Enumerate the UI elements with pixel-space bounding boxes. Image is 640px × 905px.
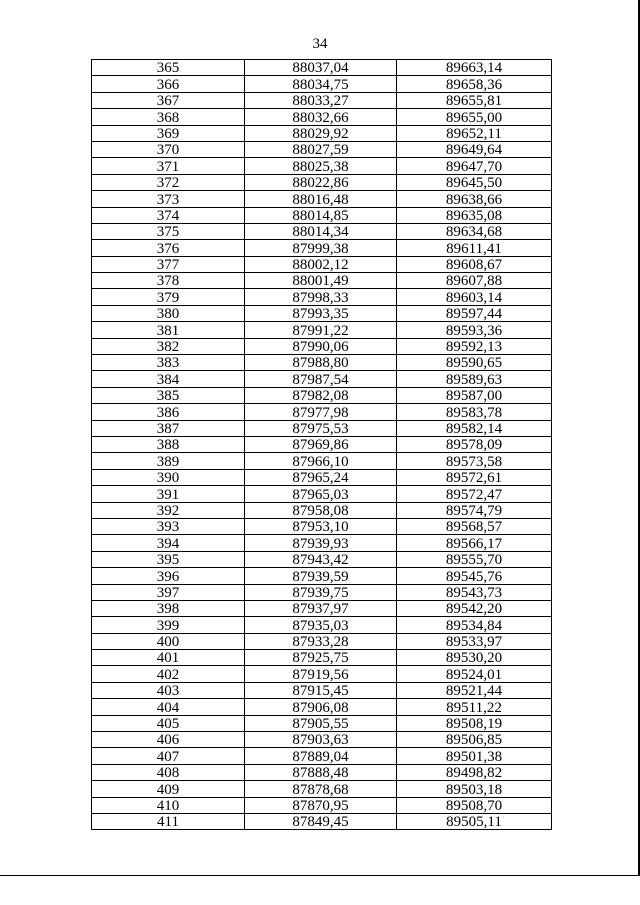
y-coordinate-cell: 89611,41 xyxy=(397,240,552,256)
point-number-cell: 375 xyxy=(92,223,245,239)
table-row xyxy=(92,600,552,616)
y-coordinate-cell: 89572,61 xyxy=(397,469,552,485)
table-row xyxy=(92,453,552,469)
x-coordinate-cell: 88022,86 xyxy=(245,174,397,190)
point-number-cell: 380 xyxy=(92,305,245,321)
point-number-cell: 381 xyxy=(92,322,245,338)
point-number-cell: 385 xyxy=(92,387,245,403)
y-coordinate-cell: 89592,13 xyxy=(397,338,552,354)
point-number-cell: 407 xyxy=(92,748,245,764)
y-coordinate-cell: 89534,84 xyxy=(397,617,552,633)
point-number-cell: 408 xyxy=(92,764,245,780)
table-row xyxy=(92,371,552,387)
y-coordinate-cell: 89503,18 xyxy=(397,781,552,797)
point-number-cell: 398 xyxy=(92,600,245,616)
point-number-cell: 372 xyxy=(92,174,245,190)
table-row xyxy=(92,568,552,584)
y-coordinate-cell: 89649,64 xyxy=(397,141,552,157)
x-coordinate-cell: 87939,75 xyxy=(245,584,397,600)
point-number-cell: 389 xyxy=(92,453,245,469)
table-row xyxy=(92,748,552,764)
point-number-cell: 399 xyxy=(92,617,245,633)
x-coordinate-cell: 87977,98 xyxy=(245,404,397,420)
point-number-cell: 365 xyxy=(92,60,245,76)
point-number-cell: 400 xyxy=(92,633,245,649)
table-row xyxy=(92,256,552,272)
x-coordinate-cell: 87966,10 xyxy=(245,453,397,469)
table-row xyxy=(92,158,552,174)
y-coordinate-cell: 89607,88 xyxy=(397,273,552,289)
table-row xyxy=(92,617,552,633)
point-number-cell: 373 xyxy=(92,191,245,207)
x-coordinate-cell: 87905,55 xyxy=(245,715,397,731)
x-coordinate-cell: 87975,53 xyxy=(245,420,397,436)
point-number-cell: 366 xyxy=(92,76,245,92)
y-coordinate-cell: 89608,67 xyxy=(397,256,552,272)
y-coordinate-cell: 89501,38 xyxy=(397,748,552,764)
y-coordinate-cell: 89655,81 xyxy=(397,92,552,108)
point-number-cell: 405 xyxy=(92,715,245,731)
x-coordinate-cell: 87953,10 xyxy=(245,518,397,534)
table-row xyxy=(92,109,552,125)
point-number-cell: 370 xyxy=(92,141,245,157)
point-number-cell: 410 xyxy=(92,797,245,813)
y-coordinate-cell: 89574,79 xyxy=(397,502,552,518)
y-coordinate-cell: 89511,22 xyxy=(397,699,552,715)
point-number-cell: 403 xyxy=(92,682,245,698)
table-row xyxy=(92,633,552,649)
point-number-cell: 369 xyxy=(92,125,245,141)
y-coordinate-cell: 89645,50 xyxy=(397,174,552,190)
x-coordinate-cell: 87969,86 xyxy=(245,436,397,452)
table-row xyxy=(92,715,552,731)
x-coordinate-cell: 88016,48 xyxy=(245,191,397,207)
x-coordinate-cell: 88032,66 xyxy=(245,109,397,125)
y-coordinate-cell: 89634,68 xyxy=(397,223,552,239)
table-row xyxy=(92,174,552,190)
point-number-cell: 395 xyxy=(92,551,245,567)
x-coordinate-cell: 88027,59 xyxy=(245,141,397,157)
y-coordinate-cell: 89533,97 xyxy=(397,633,552,649)
point-number-cell: 392 xyxy=(92,502,245,518)
y-coordinate-cell: 89506,85 xyxy=(397,732,552,748)
point-number-cell: 391 xyxy=(92,486,245,502)
y-coordinate-cell: 89578,09 xyxy=(397,436,552,452)
x-coordinate-cell: 87958,08 xyxy=(245,502,397,518)
table-row xyxy=(92,322,552,338)
table-row xyxy=(92,650,552,666)
table-row xyxy=(92,682,552,698)
table-row xyxy=(92,240,552,256)
y-coordinate-cell: 89542,20 xyxy=(397,600,552,616)
table-row xyxy=(92,797,552,813)
table-row xyxy=(92,436,552,452)
table-row xyxy=(92,338,552,354)
point-number-cell: 378 xyxy=(92,273,245,289)
point-number-cell: 402 xyxy=(92,666,245,682)
point-number-cell: 368 xyxy=(92,109,245,125)
table-row xyxy=(92,486,552,502)
table-row xyxy=(92,535,552,551)
point-number-cell: 401 xyxy=(92,650,245,666)
x-coordinate-cell: 87906,08 xyxy=(245,699,397,715)
table-row xyxy=(92,813,552,829)
x-coordinate-cell: 87965,03 xyxy=(245,486,397,502)
point-number-cell: 393 xyxy=(92,518,245,534)
y-coordinate-cell: 89530,20 xyxy=(397,650,552,666)
y-coordinate-cell: 89521,44 xyxy=(397,682,552,698)
x-coordinate-cell: 87939,59 xyxy=(245,568,397,584)
x-coordinate-cell: 87937,97 xyxy=(245,600,397,616)
point-number-cell: 390 xyxy=(92,469,245,485)
y-coordinate-cell: 89635,08 xyxy=(397,207,552,223)
x-coordinate-cell: 88029,92 xyxy=(245,125,397,141)
table-row xyxy=(92,223,552,239)
point-number-cell: 388 xyxy=(92,436,245,452)
x-coordinate-cell: 87878,68 xyxy=(245,781,397,797)
x-coordinate-cell: 87990,06 xyxy=(245,338,397,354)
point-number-cell: 377 xyxy=(92,256,245,272)
y-coordinate-cell: 89658,36 xyxy=(397,76,552,92)
table-row xyxy=(92,76,552,92)
point-number-cell: 374 xyxy=(92,207,245,223)
y-coordinate-cell: 89543,73 xyxy=(397,584,552,600)
table-row xyxy=(92,60,552,76)
point-number-cell: 394 xyxy=(92,535,245,551)
point-number-cell: 383 xyxy=(92,355,245,371)
x-coordinate-cell: 87998,33 xyxy=(245,289,397,305)
table-row xyxy=(92,141,552,157)
x-coordinate-cell: 88033,27 xyxy=(245,92,397,108)
table-row xyxy=(92,191,552,207)
point-number-cell: 406 xyxy=(92,732,245,748)
x-coordinate-cell: 87915,45 xyxy=(245,682,397,698)
x-coordinate-cell: 87870,95 xyxy=(245,797,397,813)
y-coordinate-cell: 89582,14 xyxy=(397,420,552,436)
point-number-cell: 396 xyxy=(92,568,245,584)
y-coordinate-cell: 89568,57 xyxy=(397,518,552,534)
x-coordinate-cell: 88014,85 xyxy=(245,207,397,223)
x-coordinate-cell: 87982,08 xyxy=(245,387,397,403)
table-row xyxy=(92,764,552,780)
y-coordinate-cell: 89508,19 xyxy=(397,715,552,731)
table-row xyxy=(92,699,552,715)
y-coordinate-cell: 89545,76 xyxy=(397,568,552,584)
y-coordinate-cell: 89652,11 xyxy=(397,125,552,141)
y-coordinate-cell: 89555,70 xyxy=(397,551,552,567)
x-coordinate-cell: 88037,04 xyxy=(245,60,397,76)
point-number-cell: 384 xyxy=(92,371,245,387)
point-number-cell: 409 xyxy=(92,781,245,797)
y-coordinate-cell: 89573,58 xyxy=(397,453,552,469)
y-coordinate-cell: 89655,00 xyxy=(397,109,552,125)
table-row xyxy=(92,273,552,289)
table-row xyxy=(92,518,552,534)
page-number: 34 xyxy=(312,36,328,52)
x-coordinate-cell: 88025,38 xyxy=(245,158,397,174)
point-number-cell: 367 xyxy=(92,92,245,108)
table-row xyxy=(92,92,552,108)
y-coordinate-cell: 89505,11 xyxy=(397,813,552,829)
y-coordinate-cell: 89647,70 xyxy=(397,158,552,174)
x-coordinate-cell: 87965,24 xyxy=(245,469,397,485)
point-number-cell: 404 xyxy=(92,699,245,715)
x-coordinate-cell: 87999,38 xyxy=(245,240,397,256)
y-coordinate-cell: 89498,82 xyxy=(397,764,552,780)
x-coordinate-cell: 88014,34 xyxy=(245,223,397,239)
x-coordinate-cell: 87903,63 xyxy=(245,732,397,748)
point-number-cell: 411 xyxy=(92,813,245,829)
table-row xyxy=(92,289,552,305)
point-number-cell: 397 xyxy=(92,584,245,600)
x-coordinate-cell: 87987,54 xyxy=(245,371,397,387)
y-coordinate-cell: 89593,36 xyxy=(397,322,552,338)
x-coordinate-cell: 87889,04 xyxy=(245,748,397,764)
table-row xyxy=(92,469,552,485)
table-row xyxy=(92,502,552,518)
x-coordinate-cell: 87939,93 xyxy=(245,535,397,551)
point-number-cell: 376 xyxy=(92,240,245,256)
table-row xyxy=(92,420,552,436)
table-row xyxy=(92,781,552,797)
y-coordinate-cell: 89587,00 xyxy=(397,387,552,403)
point-number-cell: 371 xyxy=(92,158,245,174)
point-number-cell: 386 xyxy=(92,404,245,420)
coordinates-table-body xyxy=(92,60,552,830)
x-coordinate-cell: 87943,42 xyxy=(245,551,397,567)
table-row xyxy=(92,584,552,600)
table-row xyxy=(92,387,552,403)
x-coordinate-cell: 87988,80 xyxy=(245,355,397,371)
x-coordinate-cell: 88002,12 xyxy=(245,256,397,272)
x-coordinate-cell: 87888,48 xyxy=(245,764,397,780)
x-coordinate-cell: 87993,35 xyxy=(245,305,397,321)
x-coordinate-cell: 87849,45 xyxy=(245,813,397,829)
x-coordinate-cell: 87991,22 xyxy=(245,322,397,338)
table-row xyxy=(92,305,552,321)
x-coordinate-cell: 87935,03 xyxy=(245,617,397,633)
y-coordinate-cell: 89566,17 xyxy=(397,535,552,551)
table-row xyxy=(92,355,552,371)
y-coordinate-cell: 89663,14 xyxy=(397,60,552,76)
y-coordinate-cell: 89603,14 xyxy=(397,289,552,305)
table-row xyxy=(92,404,552,420)
x-coordinate-cell: 88034,75 xyxy=(245,76,397,92)
point-number-cell: 382 xyxy=(92,338,245,354)
y-coordinate-cell: 89583,78 xyxy=(397,404,552,420)
x-coordinate-cell: 88001,49 xyxy=(245,273,397,289)
table-row xyxy=(92,732,552,748)
table-row xyxy=(92,551,552,567)
x-coordinate-cell: 87925,75 xyxy=(245,650,397,666)
table-row xyxy=(92,666,552,682)
point-number-cell: 379 xyxy=(92,289,245,305)
y-coordinate-cell: 89589,63 xyxy=(397,371,552,387)
y-coordinate-cell: 89508,70 xyxy=(397,797,552,813)
point-number-cell: 387 xyxy=(92,420,245,436)
y-coordinate-cell: 89524,01 xyxy=(397,666,552,682)
table-row xyxy=(92,125,552,141)
y-coordinate-cell: 89638,66 xyxy=(397,191,552,207)
y-coordinate-cell: 89590,65 xyxy=(397,355,552,371)
coordinates-table xyxy=(91,59,552,830)
x-coordinate-cell: 87933,28 xyxy=(245,633,397,649)
table-row xyxy=(92,207,552,223)
y-coordinate-cell: 89597,44 xyxy=(397,305,552,321)
x-coordinate-cell: 87919,56 xyxy=(245,666,397,682)
y-coordinate-cell: 89572,47 xyxy=(397,486,552,502)
